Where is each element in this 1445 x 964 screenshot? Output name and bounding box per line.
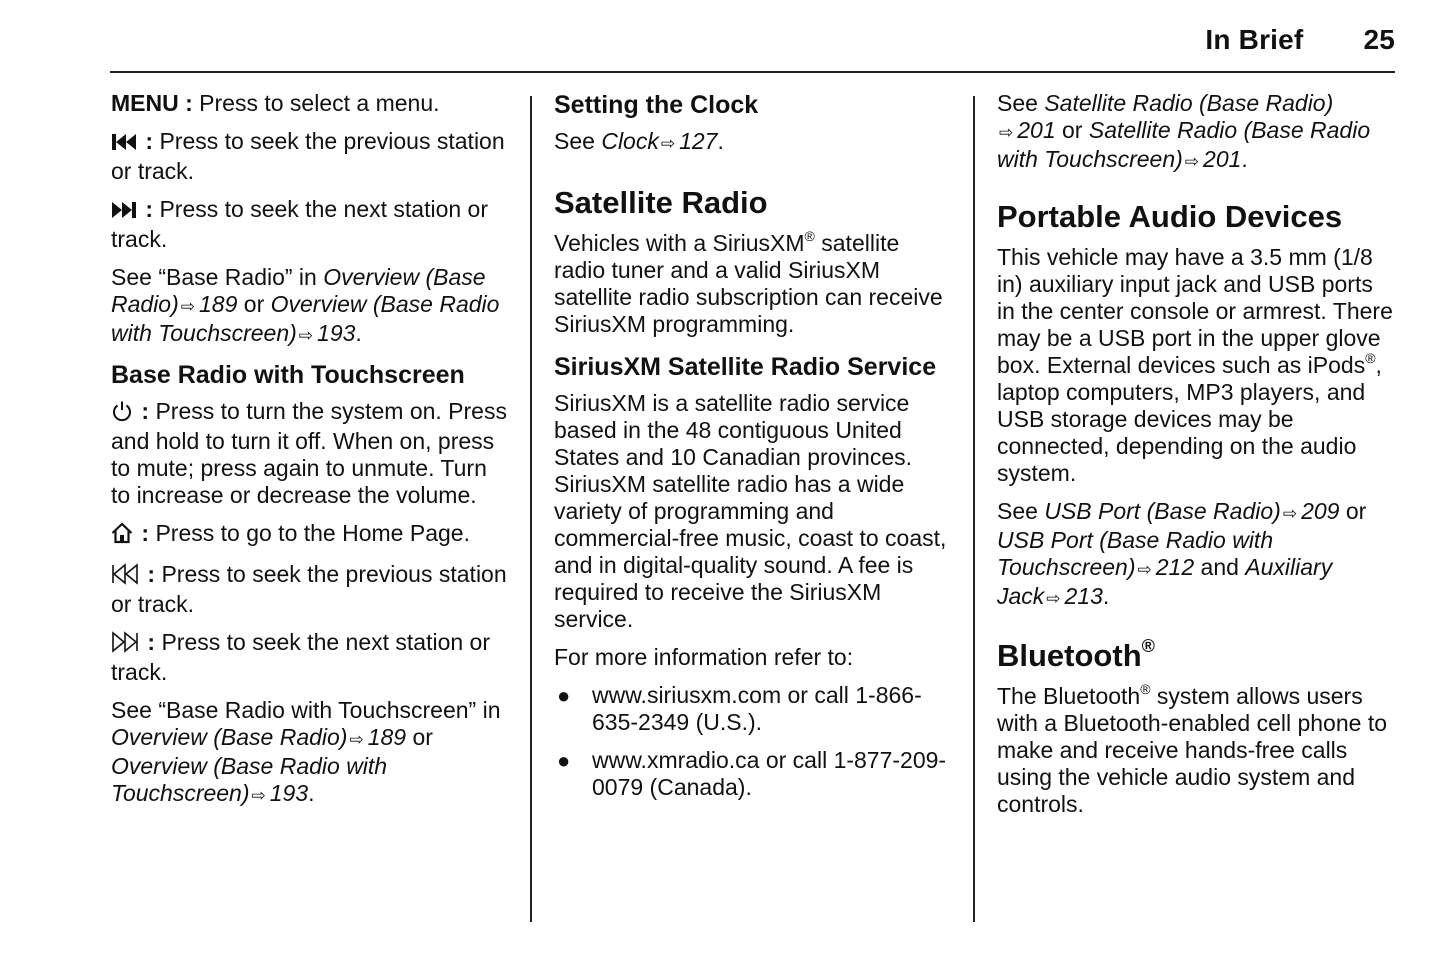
prev-paragraph: : Press to seek the previous station or track. [111,128,505,184]
section-title: In Brief [1205,24,1304,55]
column-3 [997,90,1397,829]
touchscreen-heading: Base Radio with Touchscreen [111,361,465,389]
list-item: ● www.siriusxm.com or call 1-866-635-2349 (U.S.). [557,682,922,735]
touch-seek-next-icon [111,631,139,659]
home-paragraph: : Press to go to the Home Page. [111,520,511,550]
page-ref-arrow-icon: ⇨ [298,326,314,345]
clock-paragraph: See Clock ⇨ 127. [554,128,724,154]
satellite-see-paragraph: See Satellite Radio (Base Radio) ⇨ 201 or Satellite Radio (Base Radio with Touchscreen) ⇨ 201. [997,90,1371,172]
column-divider-1 [530,96,532,922]
page-ref-arrow-icon: ⇨ [180,297,196,316]
page-header [1205,24,1395,56]
more-info-paragraph: For more information refer to: [554,644,854,670]
portable-paragraph: This vehicle may have a 3.5 mm (1/8 in) auxiliary input jack and USB ports in the center console or armrest. There may be a USB port in the upper glove box. External devices such as iPods®, laptop computers, MP3 players, and USB storage devices may be connected, depending on the audio system. [997,244,1393,486]
page-ref-arrow-icon: ⇨ [1137,560,1152,579]
page-ref-arrow-icon: ⇨ [251,786,266,805]
page-ref-arrow-icon: ⇨ [349,730,364,749]
next-paragraph: : Press to seek the next station or track. [111,196,489,252]
service-heading: SiriusXM Satellite Radio Service [554,353,937,381]
menu-paragraph: MENU : Press to select a menu. [111,90,440,116]
column-divider-2 [973,96,975,922]
touch-seek-previous-icon [111,563,139,591]
bullet-icon: ● [557,683,571,708]
column-2 [554,90,954,812]
touch-prev-paragraph: : Press to seek the previous station or track. [111,561,507,617]
bluetooth-paragraph: The Bluetooth® system allows users with a Bluetooth-enabled cell phone to make and receive hands-free calls using the vehicle audio system and controls. [997,681,1388,817]
seek-next-icon [111,199,137,226]
bluetooth-heading: Bluetooth® [997,636,1155,673]
page-ref-arrow-icon: ⇨ [1046,589,1061,608]
touch-next-paragraph: : Press to seek the next station or track. [111,629,491,685]
power-paragraph: : Press to turn the system on. Press and hold to turn it off. When on, press to mute; press again to unmute. Turn to increase or decrease the volume. [111,398,507,508]
menu-key: MENU : [111,90,193,116]
clock-heading: Setting the Clock [554,91,759,119]
header-rule [110,71,1395,73]
power-icon [111,400,133,428]
service-paragraph: SiriusXM is a satellite radio service based in the 48 contiguous United States and 10 Canadian provinces. SiriusXM satellite radio has a wide variety of programming and commercial-free music, coast to coast, and in digital-quality sound. A fee is required to receive the SiriusXM service. [554,390,947,632]
see-touchscreen-paragraph: See “Base Radio with Touchscreen” in Overview (Base Radio) ⇨ 189 or Overview (Base Radio with Touchscreen) ⇨ 193. [111,697,501,806]
page-ref-arrow-icon: ⇨ [1282,504,1298,523]
column-1 [111,90,511,820]
portable-heading: Portable Audio Devices [997,199,1343,234]
home-icon [111,522,133,550]
page-ref-arrow-icon: ⇨ [999,123,1014,142]
see-overview-paragraph: See “Base Radio” in Overview (Base Radio) ⇨ 189 or Overview (Base Radio with Touchscreen) ⇨ 193. [111,264,500,346]
page-ref-arrow-icon: ⇨ [660,134,676,153]
page-ref-arrow-icon: ⇨ [1184,152,1200,171]
satellite-heading: Satellite Radio [554,185,768,220]
list-item: ● www.xmradio.ca or call 1-877-209-0079 (Canada). [557,747,947,800]
bullet-icon: ● [557,748,571,773]
usb-see-paragraph: See USB Port (Base Radio) ⇨ 209 or USB Port (Base Radio with Touchscreen) ⇨ 212 and Auxiliary Jack ⇨ 213. [997,498,1367,609]
seek-previous-icon [111,131,137,158]
satellite-paragraph: Vehicles with a SiriusXM® satellite radio tuner and a valid SiriusXM satellite radio subscription can receive SiriusXM programming. [554,228,943,337]
page-number: 25 [1363,24,1395,55]
